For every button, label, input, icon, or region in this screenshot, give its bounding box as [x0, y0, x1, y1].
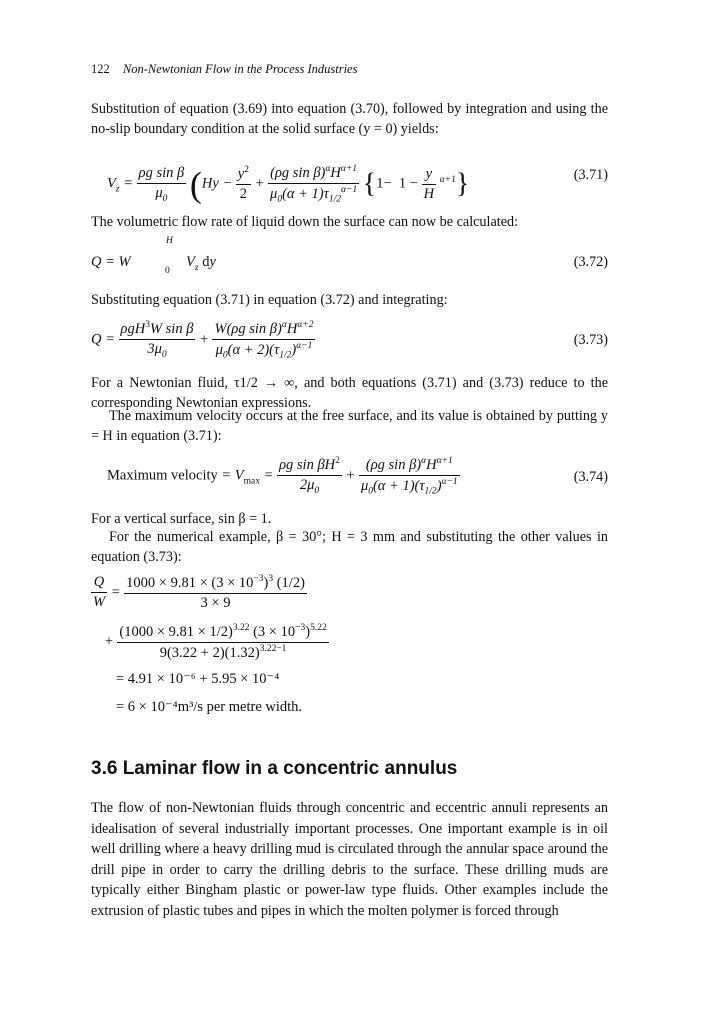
calc-result-2: = 6 × 10⁻⁴m³/s per metre width. — [116, 699, 303, 715]
calc-line-1: $\frac{Q}{W}$ = $\frac{1000 \times 9.81 \times (3 \times 10^{-3})^3 (1/2)}{3 \times 9}$ — [93, 574, 305, 611]
calc-line-2: + $\frac{(1000 \times 9.81 \times 1/2)^{3.22} (3 \times 10^{-3})^{5.22}}{9(3.22 + 2)(1.32)^{3.22-1}}$ — [104, 623, 327, 661]
paragraph-7: For the numerical example, β = 30°; H = 3 mm and substituting the other values in equation (3.73): — [91, 529, 608, 565]
equation-3-72: Q = W H 0 $V_z$ dy (3.72) — [91, 236, 608, 276]
running-header — [91, 62, 357, 77]
paragraph-6: For a vertical surface, sin β = 1. — [91, 511, 272, 527]
paragraph-4: For a Newtonian fluid, τ1/2 → ∞, and both equations (3.71) and (3.73) reduce to the corresponding Newtonian expressions. — [91, 375, 608, 411]
paragraph-1: Substitution of equation (3.69) into equation (3.70), followed by integration and using the no-slip boundary condition at the solid surface (y = 0) yields: — [91, 101, 608, 137]
paragraph-2: The volumetric flow rate of liquid down the surface can now be calculated: — [91, 214, 519, 230]
equation-number-3-71: (3.71) — [573, 167, 608, 183]
equation-number-3-72: (3.72) — [573, 254, 608, 270]
running-title: Non-Newtonian Flow in the Process Industries — [122, 62, 358, 76]
paragraph-3: Substituting equation (3.71) in equation (3.72) and integrating: — [91, 292, 448, 308]
equation-3-71: $V_z$ = $\frac{\text{ρg sin β}}{\mu_0}$ (Hy − $\frac{y^2}{2}$ + $\frac{(\rho g \sin \beta)^\alpha H^{\alpha+1}}{\mu_0(\alpha + 1)\tau_{1/2}^{\alpha-1}}$ {1− 1 − $\frac{y}{H}$ $^{\alpha+1}$} (3.71) — [107, 164, 608, 205]
paragraph-8: The flow of non-Newtonian fluids through concentric and eccentric annuli represents an idealisation of several industrially important processes. One important example is in oil well drilling where a heavy drilling mud is circulated through the annular space around the drill pipe in order to carry the drilling debris to the surface. These drilling muds are typically either Bingham plastic or power-law type fluids. Other examples include the extrusion of plastic tubes and pipes in which the molten polymer is forced through — [91, 800, 608, 919]
max-velocity-label: Maximum velocity — [107, 467, 218, 484]
equation-3-74: Maximum velocity = $V_{max}$ = $\frac{\rho g \sin \beta H^2}{2\mu_0}$ + $\frac{(\rho g \sin \beta)^\alpha H^{\alpha+1}}{\mu_0(\alpha + 1)(\tau_{1/2})^{\alpha-1}}$ (3.74) — [107, 456, 608, 497]
equation-number-3-74: (3.74) — [573, 469, 608, 485]
paragraph-5: The maximum velocity occurs at the free surface, and its value is obtained by putting y = H in equation (3.71): — [91, 408, 608, 444]
page-number: 122 — [91, 62, 110, 76]
calc-result-1: = 4.91 × 10⁻⁶ + 5.95 × 10⁻⁴ — [116, 671, 280, 687]
section-heading: 3.6 Laminar flow in a concentric annulus — [91, 758, 458, 779]
equation-number-3-73: (3.73) — [573, 332, 608, 348]
equation-3-73: Q = $\frac{\rho gH^3W \sin \beta}{3\mu_0}$ + $\frac{W(\rho g \sin \beta)^\alpha H^{\alpha+2}}{\mu_0(\alpha + 2)(\tau_{1/2})^{\alpha-1}}$ (3.73) — [91, 320, 608, 361]
